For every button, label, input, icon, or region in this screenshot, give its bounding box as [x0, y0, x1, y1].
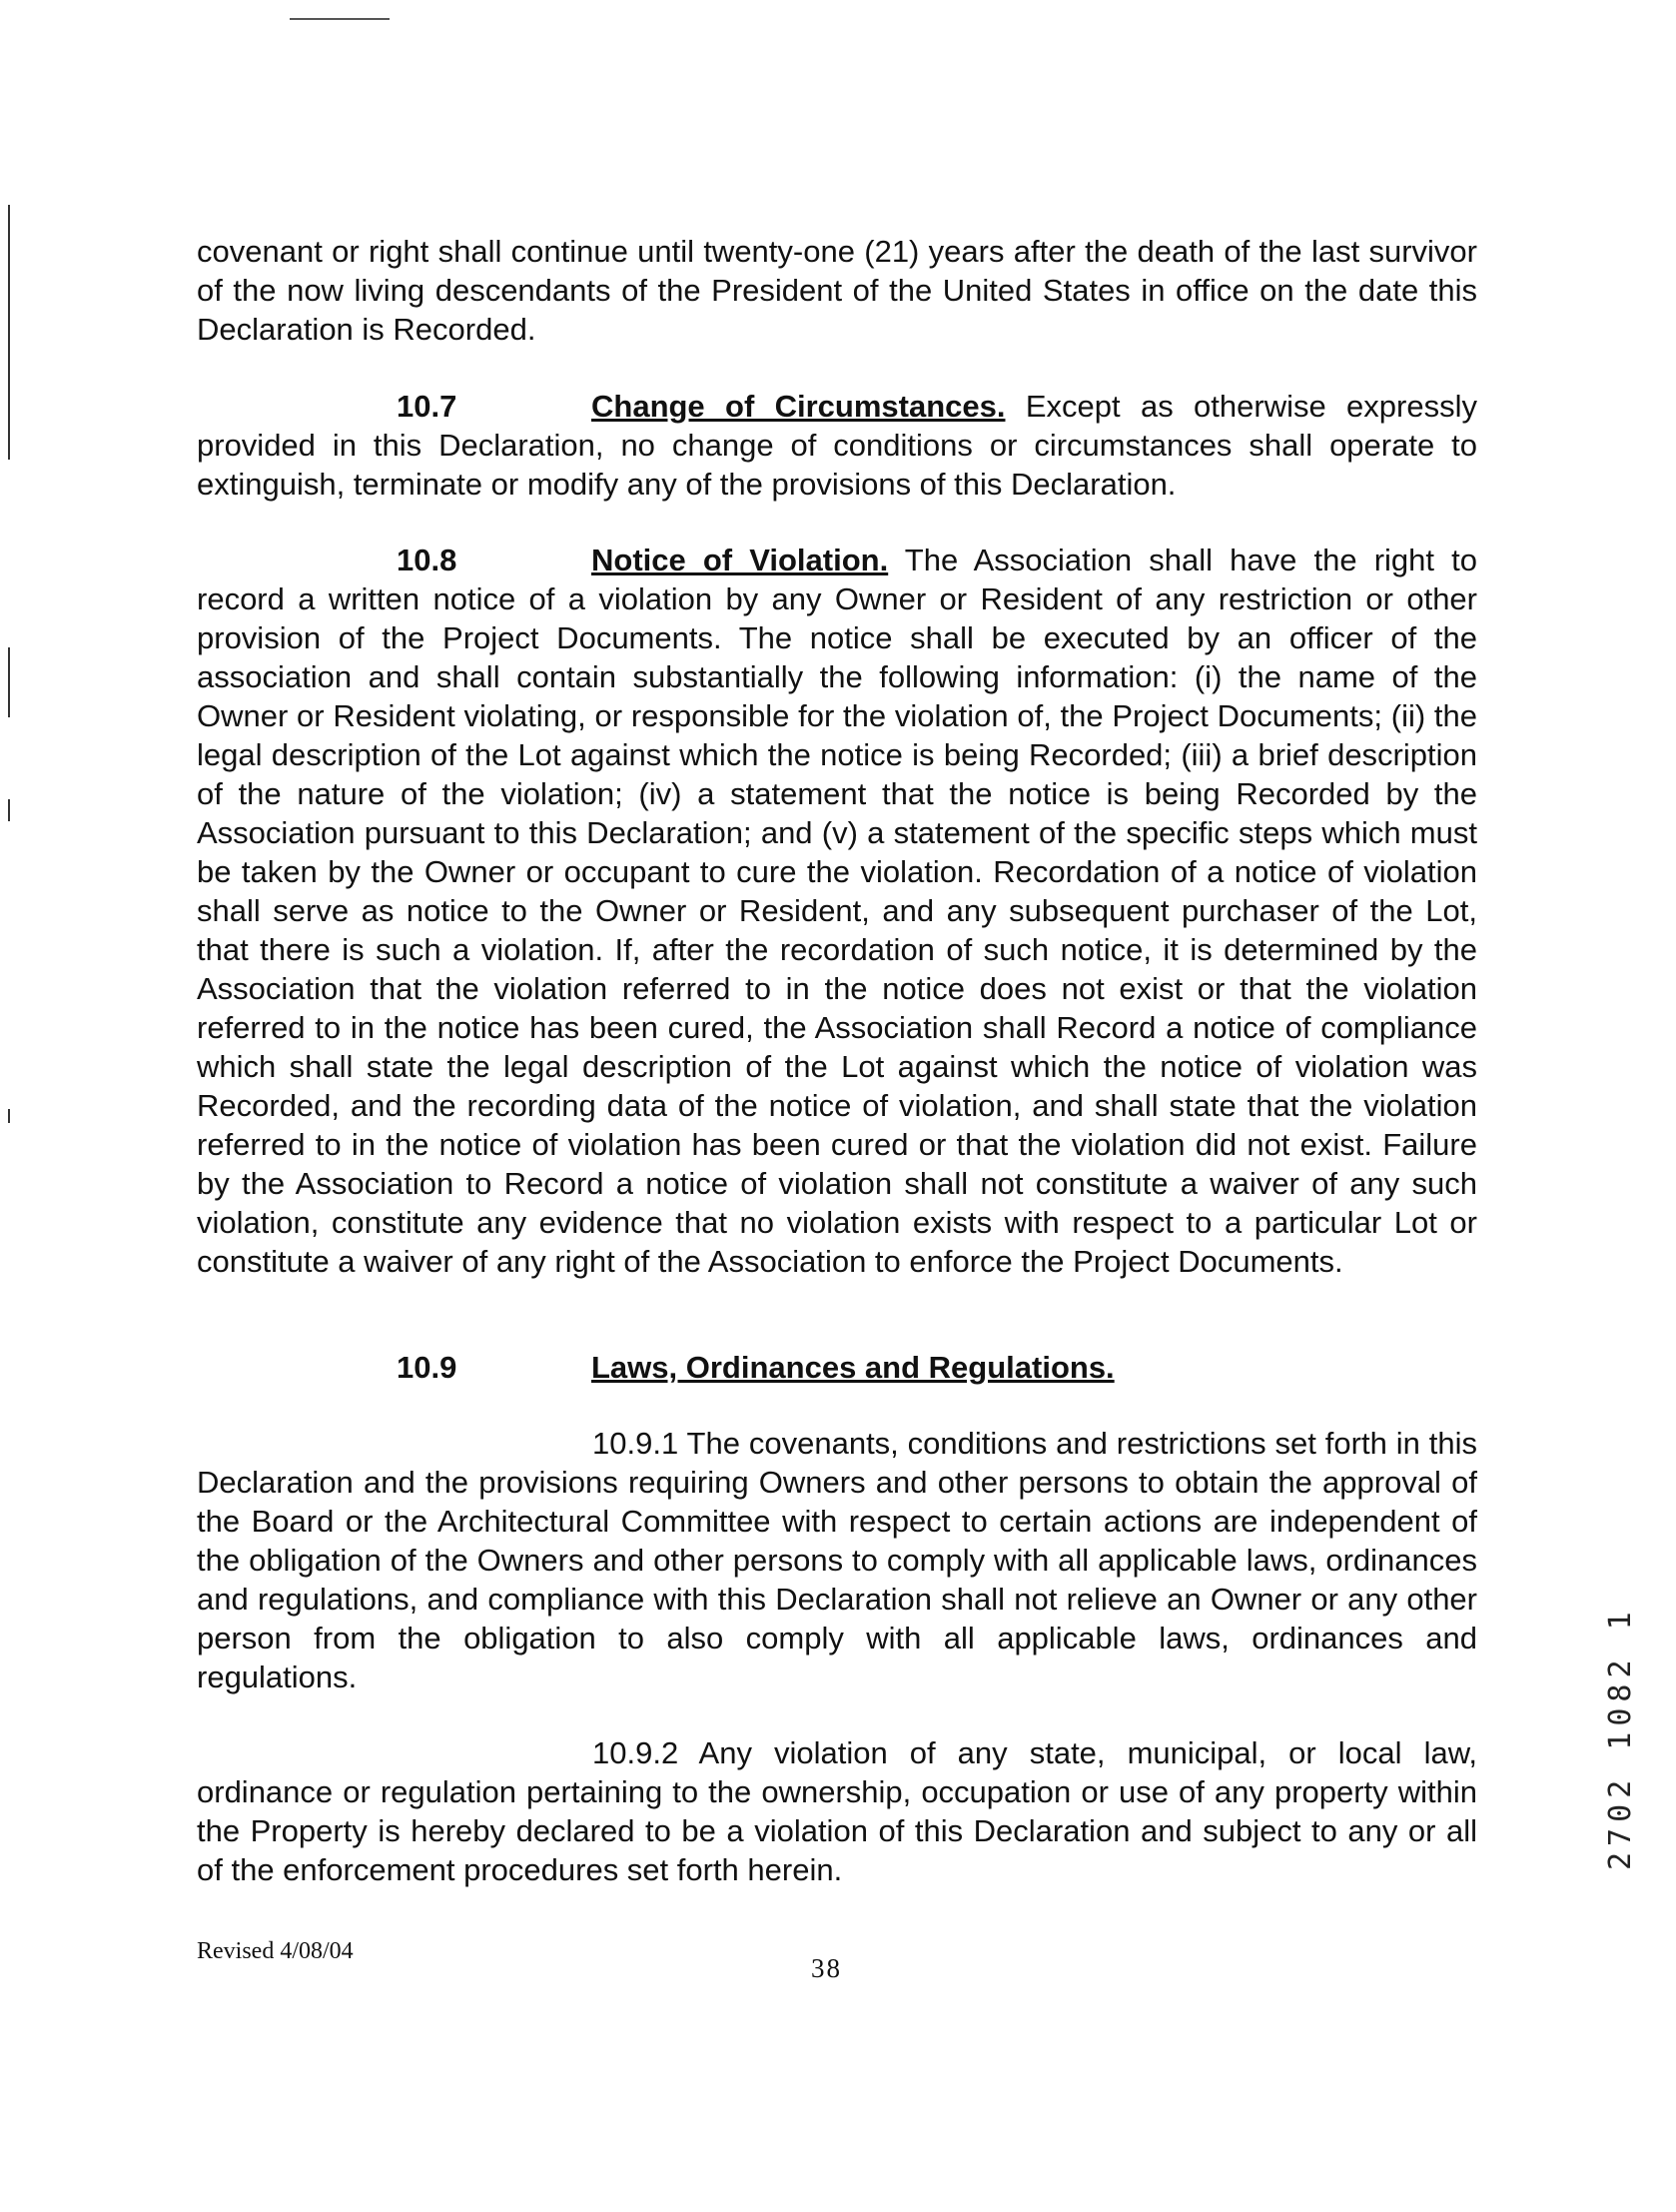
scan-artifact-margin-line — [8, 205, 10, 460]
section-number: 10.8 — [397, 543, 457, 577]
section-text: Except as otherwise expressly provided in this Declaration, no change of conditions or circumstances shall operate to extinguish, terminate or modify any of the provisions of this Declaration. — [197, 389, 1477, 502]
scan-artifact-margin-mark — [8, 799, 10, 821]
section-10-8 — [197, 541, 1477, 1281]
section-number: 10.9 — [397, 1350, 457, 1385]
scan-artifact-top-rule — [290, 18, 390, 20]
subsection-number: 10.9.2 — [592, 1735, 679, 1770]
subsection-10-9-1 — [197, 1424, 1477, 1696]
section-10-9-heading — [397, 1348, 1115, 1387]
scan-artifact-margin-mark — [8, 1109, 10, 1123]
section-number: 10.7 — [397, 389, 457, 424]
section-title: Notice of Violation. — [591, 543, 889, 577]
section-10-7-paragraph — [197, 387, 1477, 504]
section-10-7 — [197, 387, 1477, 504]
section-10-8-paragraph — [197, 541, 1477, 1281]
subsection-text: The covenants, conditions and restrictions set forth in this Declaration and the provisions requiring Owners and other persons to obtain the approval of the Board or the Architectural Committee with respect to certain actions are independent of the obligation of the Owners and other persons to comply with all applicable laws, ordinances and regulations, and compliance with this Declaration shall not relieve an Owner or any other person from the obligation to also comply with all applicable laws, ordinances and regulations. — [197, 1426, 1477, 1694]
subsection-10-9-2 — [197, 1733, 1477, 1889]
margin-recording-stamp: 2702 1082 1 — [1603, 1606, 1638, 1871]
subsection-number: 10.9.1 — [592, 1426, 679, 1461]
footer-revised-date: Revised 4/08/04 — [197, 1938, 354, 1964]
section-title: Laws, Ordinances and Regulations. — [591, 1350, 1115, 1385]
section-title: Change of Circumstances. — [591, 389, 1006, 424]
subsection-paragraph — [197, 1733, 1477, 1889]
page-number: 38 — [811, 1953, 842, 1983]
subsection-paragraph — [197, 1424, 1477, 1696]
section-text: The Association shall have the right to record a written notice of a violation by any Owner or Resident of any restriction or other provision of the Project Documents. The notice shall be executed by an officer of the association and shall contain substantially the following information: (i) the name of the Owner or Resident violating, or responsible for the violation of, the Project Documents; (ii) the legal description of the Lot against which the notice is being Recorded; (iii) a brief description of the nature of the violation; (iv) a statement that the notice is being Recorded by the Association pursuant to this Declaration; and (v) a statement of the specific steps which must be taken by the Owner or occupant to cure the violation. Recordation of a notice of violation shall serve as notice to the Owner or Resident, and any subsequent purchaser of the Lot, that there is such a violation. If, after the recordation of such notice, it is determined by the Association that the violation referred to in the notice does not exist or that the violation referred to in the notice has been cured, the Association shall Record a notice of compliance which shall state the legal description of the Lot against which the notice of violation was Recorded, and the recording data of the notice of violation, and shall state that the violation referred to in the notice of violation has been cured or that the violation did not exist. Failure by the Association to Record a notice of violation shall not constitute a waiver of any such violation, constitute any evidence that no violation exists with respect to a particular Lot or constitute a waiver of any right of the Association to enforce the Project Documents. — [197, 543, 1477, 1279]
intro-paragraph: covenant or right shall continue until twenty-one (21) years after the death of the last survivor of the now living descendants of the President of the United States in office on the date this Declaration is Recorded. — [197, 234, 1477, 347]
scan-artifact-margin-line — [8, 647, 10, 717]
subsection-text: Any violation of any state, municipal, or local law, ordinance or regulation pertaining to the ownership, occupation or use of any property within the Property is hereby declared to be a violation of this Declaration and subject to any or all of the enforcement procedures set forth herein. — [197, 1735, 1478, 1887]
